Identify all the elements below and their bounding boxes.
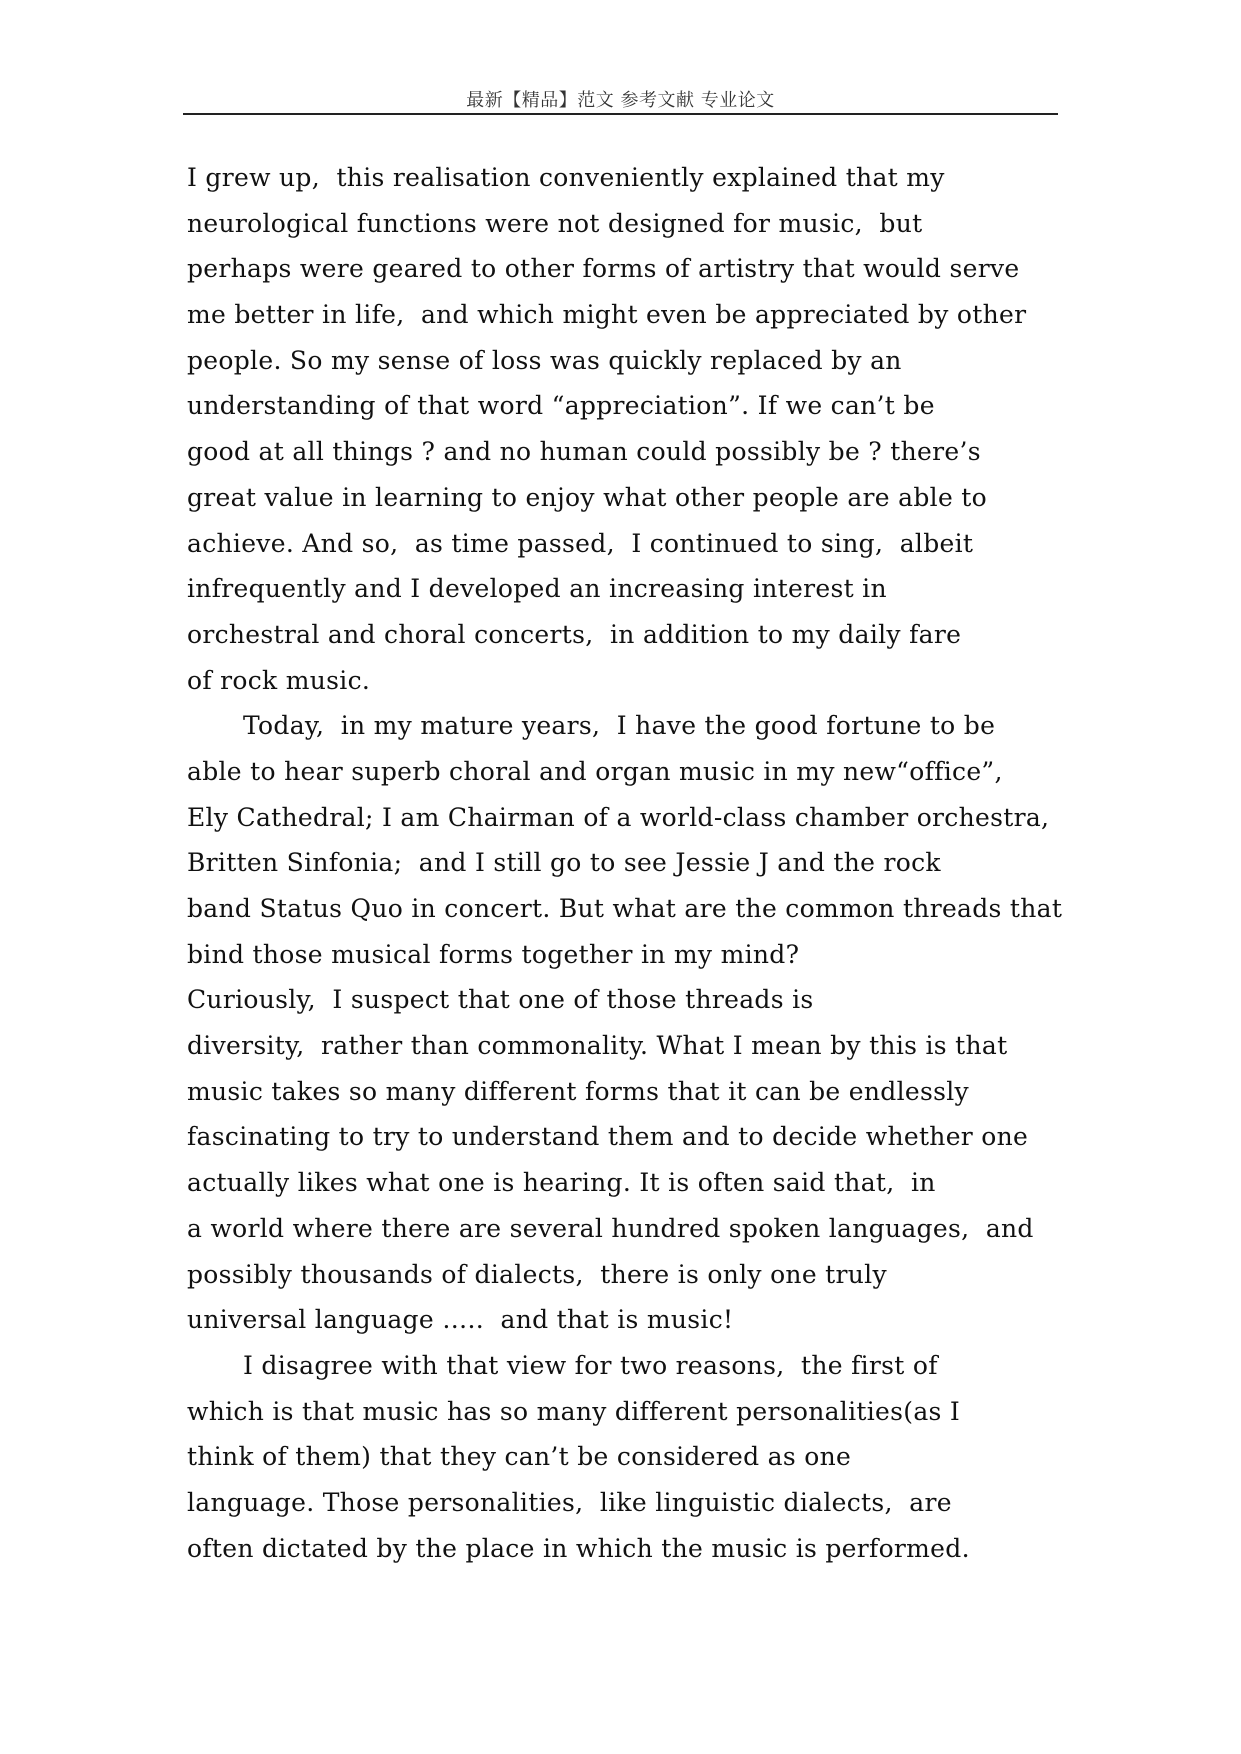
text-line: neurological functions were not designed for music, but: [187, 208, 923, 238]
text-line: good at all things ? and no human could possibly be ? there’s: [187, 437, 981, 467]
text-line: music takes so many different forms that it can be endlessly: [187, 1076, 969, 1106]
header-rule: [183, 113, 1058, 115]
page-header: 最新【精品】范文 参考文献 专业论文: [466, 90, 775, 111]
text-line: think of them) that they can’t be considered as one: [187, 1442, 852, 1472]
paragraph-start-line: Today, in my mature years, I have the good fortune to be: [243, 711, 996, 741]
text-line: I grew up, this realisation conveniently explained that my: [187, 163, 945, 192]
text-line: great value in learning to enjoy what other people are able to: [187, 482, 987, 512]
text-line: Ely Cathedral; I am Chairman of a world-class chamber orchestra,: [187, 802, 1050, 832]
paragraph-start-line: I disagree with that view for two reasons, the first of: [243, 1350, 938, 1380]
text-line: language. Those personalities, like linguistic dialects, are: [187, 1487, 952, 1517]
text-line: often dictated by the place in which the music is performed.: [187, 1533, 970, 1563]
text-line: able to hear superb choral and organ music in my new“office”,: [187, 756, 1003, 786]
text-line: perhaps were geared to other forms of artistry that would serve: [187, 254, 1020, 284]
text-line: universal language ….. and that is music!: [187, 1305, 734, 1335]
text-line: Britten Sinfonia; and I still go to see Jessie J and the rock: [187, 848, 941, 878]
text-line: achieve. And so, as time passed, I continued to sing, albeit: [187, 528, 974, 558]
text-line: infrequently and I developed an increasing interest in: [187, 574, 887, 604]
text-line: people. So my sense of loss was quickly replaced by an: [187, 345, 902, 375]
text-line: diversity, rather than commonality. What I mean by this is that: [187, 1031, 1008, 1061]
text-line: me better in life, and which might even be appreciated by other: [187, 300, 1027, 330]
text-line: of rock music.: [187, 665, 371, 695]
text-line: actually likes what one is hearing. It is often said that, in: [187, 1168, 936, 1198]
text-line: orchestral and choral concerts, in addition to my daily fare: [187, 619, 962, 649]
text-line: fascinating to try to understand them and to decide whether one: [187, 1122, 1029, 1152]
text-line: understanding of that word “appreciation”. If we can’t be: [187, 391, 935, 421]
text-line: band Status Quo in concert. But what are the common threads that: [187, 894, 1063, 923]
body-text: [187, 155, 1127, 1571]
text-line: Curiously, I suspect that one of those threads is: [187, 985, 814, 1015]
text-line: bind those musical forms together in my mind?: [187, 939, 800, 969]
text-line: which is that music has so many different personalities(as I: [187, 1396, 961, 1426]
text-line: possibly thousands of dialects, there is only one truly: [187, 1259, 887, 1289]
text-line: a world where there are several hundred spoken languages, and: [187, 1213, 1034, 1243]
